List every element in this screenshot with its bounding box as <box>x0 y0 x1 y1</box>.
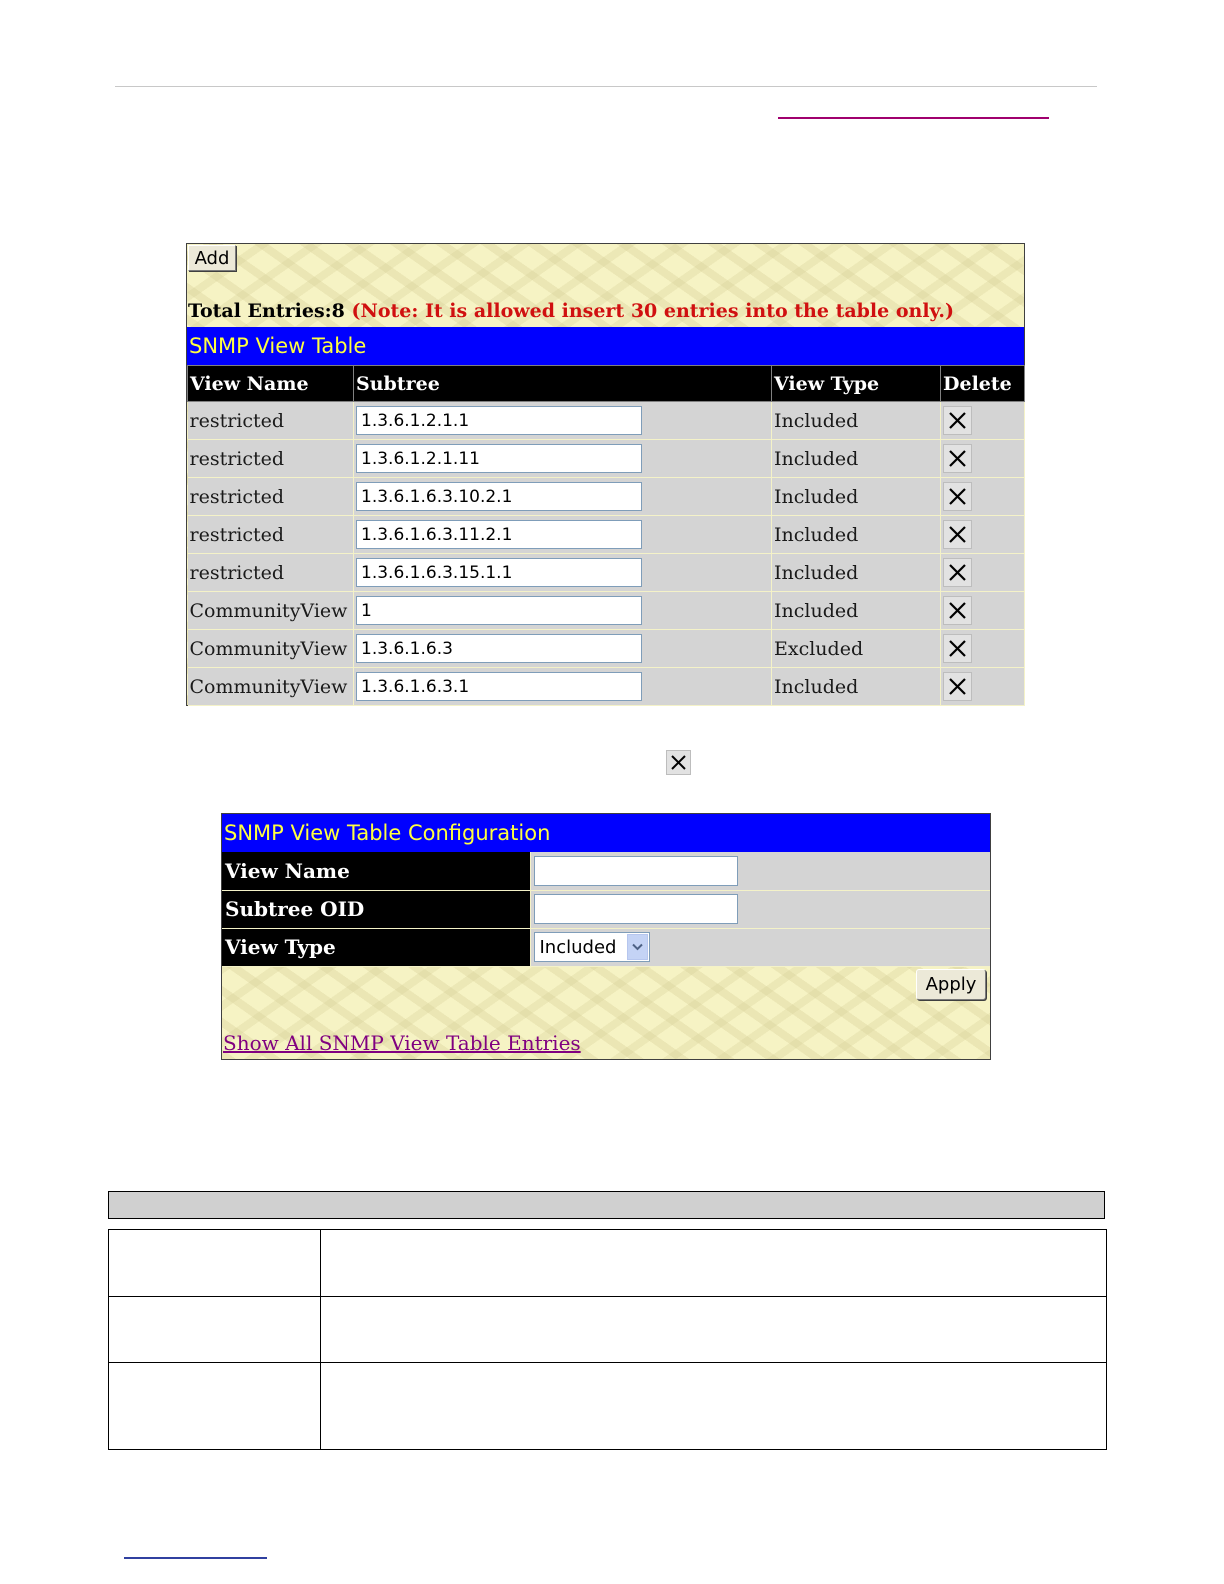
view-name-cell: CommunityView <box>188 668 354 706</box>
table-row <box>188 630 1025 668</box>
view-type-row <box>222 928 990 966</box>
subtree-input[interactable] <box>356 444 642 473</box>
delete-row-icon[interactable] <box>943 596 972 625</box>
view-type-cell: Included <box>772 516 941 554</box>
view-type-cell: Included <box>772 554 941 592</box>
total-entries-line <box>188 300 954 322</box>
view-type-cell: Included <box>772 592 941 630</box>
table-row <box>188 402 1025 440</box>
subtree-oid-row <box>222 890 990 928</box>
delete-cell <box>941 668 1025 706</box>
table-row <box>188 440 1025 478</box>
snmp-view-table-panel <box>186 243 1025 706</box>
column-header-view-name: View Name <box>188 366 354 402</box>
table-row <box>188 554 1025 592</box>
view-name-input[interactable] <box>534 856 738 886</box>
delete-row-icon[interactable] <box>943 444 972 473</box>
table-row <box>188 516 1025 554</box>
header-link-underline[interactable] <box>778 117 1049 119</box>
subtree-cell <box>354 402 772 440</box>
subtree-cell <box>354 630 772 668</box>
snmp-view-table <box>187 365 1025 706</box>
subtree-input[interactable] <box>356 558 642 587</box>
total-entries-text: Total Entries:8 <box>188 300 345 322</box>
chevron-down-icon[interactable] <box>627 934 648 960</box>
delete-row-icon[interactable] <box>943 558 972 587</box>
footer-link-underline[interactable] <box>124 1557 267 1559</box>
delete-row-icon[interactable] <box>943 634 972 663</box>
subtree-cell <box>354 668 772 706</box>
subtree-input[interactable] <box>356 596 642 625</box>
subtree-input[interactable] <box>356 406 642 435</box>
view-name-cell: CommunityView <box>188 592 354 630</box>
delete-row-icon[interactable] <box>943 406 972 435</box>
view-name-cell: restricted <box>188 478 354 516</box>
subtree-cell <box>354 554 772 592</box>
table-row <box>188 592 1025 630</box>
view-name-cell: restricted <box>188 402 354 440</box>
delete-cell <box>941 630 1025 668</box>
view-type-cell: Included <box>772 440 941 478</box>
subtree-input[interactable] <box>356 672 642 701</box>
delete-row-icon[interactable] <box>943 672 972 701</box>
subtree-cell <box>354 478 772 516</box>
view-name-cell: restricted <box>188 440 354 478</box>
subtree-input[interactable] <box>356 520 642 549</box>
subtree-oid-label: Subtree OID <box>222 890 530 928</box>
entries-note-text: (Note: It is allowed insert 30 entries into the table only.) <box>351 300 955 322</box>
config-form-table <box>222 852 990 967</box>
subtree-cell <box>354 516 772 554</box>
view-type-label: View Type <box>222 928 530 966</box>
show-all-snmp-view-entries-link[interactable]: Show All SNMP View Table Entries <box>223 1031 581 1055</box>
view-type-cell: Included <box>772 668 941 706</box>
description-row <box>109 1363 1107 1450</box>
subtree-input[interactable] <box>356 634 642 663</box>
table-header-row <box>188 366 1025 402</box>
delete-cell <box>941 592 1025 630</box>
delete-row-icon[interactable] <box>943 482 972 511</box>
description-row <box>109 1230 1107 1297</box>
view-name-cell: CommunityView <box>188 630 354 668</box>
description-table-header <box>108 1191 1105 1219</box>
delete-cell <box>941 554 1025 592</box>
apply-button[interactable]: Apply <box>916 969 986 1000</box>
config-panel-title: SNMP View Table Configuration <box>222 814 990 852</box>
delete-cell <box>941 478 1025 516</box>
table-row <box>188 668 1025 706</box>
view-name-row <box>222 852 990 890</box>
subtree-oid-input[interactable] <box>534 894 738 924</box>
subtree-cell <box>354 592 772 630</box>
view-type-cell: Included <box>772 402 941 440</box>
view-name-cell: restricted <box>188 516 354 554</box>
column-header-view-type: View Type <box>772 366 941 402</box>
page-header-rule <box>115 86 1097 87</box>
subtree-input[interactable] <box>356 482 642 511</box>
description-row <box>109 1297 1107 1363</box>
delete-x-icon <box>666 750 691 775</box>
delete-cell <box>941 516 1025 554</box>
view-name-cell: restricted <box>188 554 354 592</box>
add-button[interactable]: Add <box>188 245 236 271</box>
table-row <box>188 478 1025 516</box>
column-header-subtree: Subtree <box>354 366 772 402</box>
view-type-cell: Excluded <box>772 630 941 668</box>
delete-row-icon[interactable] <box>943 520 972 549</box>
snmp-view-table-title: SNMP View Table <box>187 327 1024 365</box>
view-name-label: View Name <box>222 852 530 890</box>
column-header-delete: Delete <box>941 366 1025 402</box>
description-table <box>108 1229 1107 1450</box>
delete-cell <box>941 402 1025 440</box>
view-type-cell: Included <box>772 478 941 516</box>
view-type-selected-value: Included <box>539 936 617 958</box>
snmp-view-table-configuration-panel <box>221 813 991 1060</box>
delete-cell <box>941 440 1025 478</box>
view-type-select[interactable] <box>534 932 650 962</box>
subtree-cell <box>354 440 772 478</box>
